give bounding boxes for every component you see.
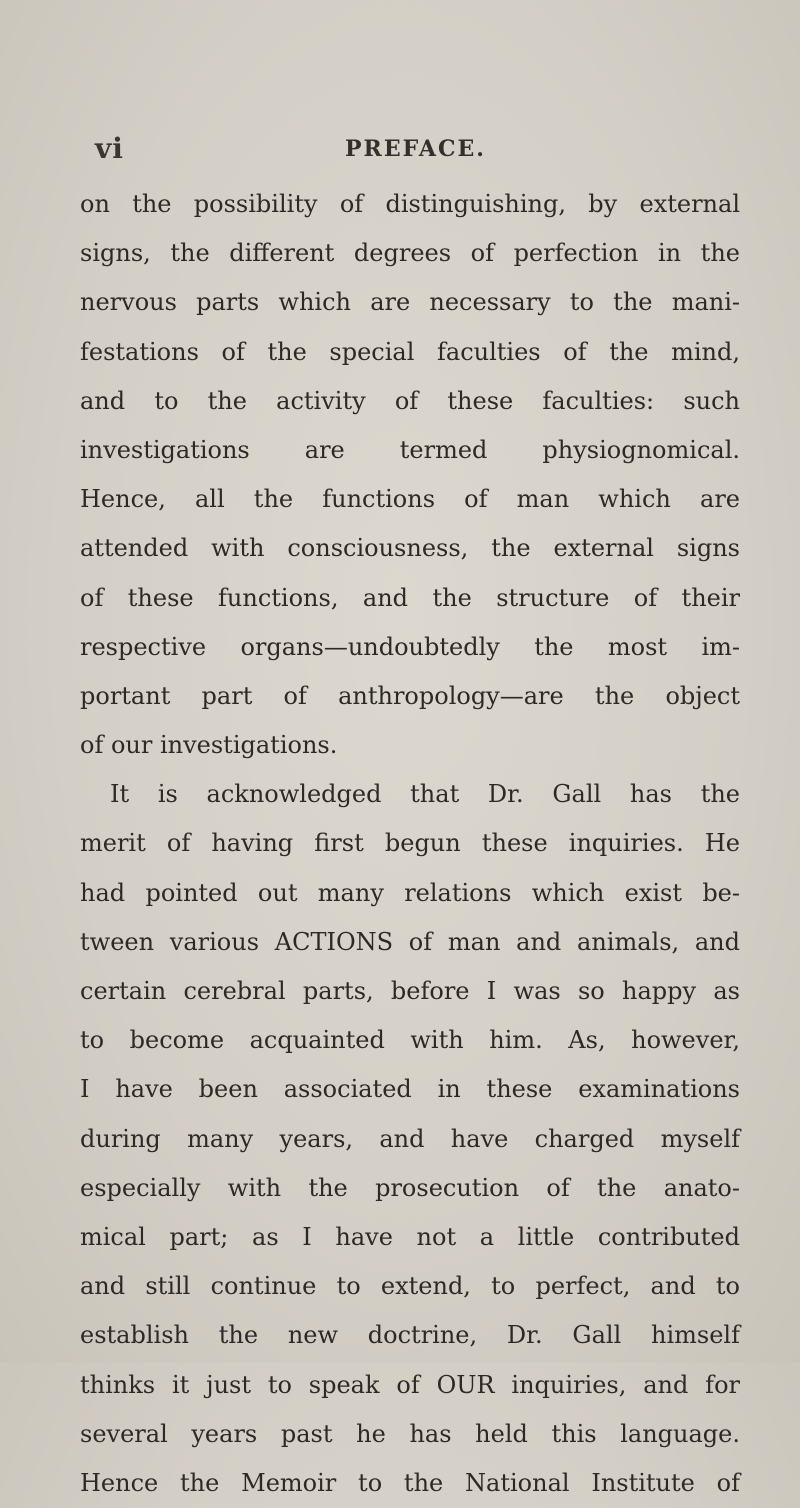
text-line: and to the activity of these faculties: such	[80, 386, 740, 415]
text-line: certain cerebral parts, before I was so happy as	[80, 977, 740, 1005]
text-line: merit of having first begun these inquiries. He	[80, 829, 740, 858]
text-line: nervous parts which are necessary to the mani-	[80, 288, 740, 317]
text-line: tween various ACTIONS of man and animals, and	[80, 927, 740, 956]
text-line: during many years, and have charged myself	[80, 1124, 740, 1153]
text-line: Hence the Memoir to the National Institute of	[80, 1468, 740, 1497]
text-line: and still continue to extend, to perfect, and to	[80, 1272, 740, 1301]
text-line: respective organs—undoubtedly the most im-	[80, 632, 740, 661]
text-line: thinks it just to speak of OUR inquiries, and for	[80, 1370, 740, 1399]
text-line: especially with the prosecution of the anato-	[80, 1173, 740, 1202]
text-line: to become acquainted with him. As, however,	[80, 1026, 740, 1055]
text-line: had pointed out many relations which exist be-	[80, 878, 740, 907]
running-head: PREFACE.	[345, 136, 486, 162]
text-line: of our investigations.	[80, 731, 338, 760]
body-text	[80, 180, 740, 1508]
page-number: vi	[95, 132, 124, 165]
text-line: Hence, all the functions of man which are	[80, 485, 740, 514]
text-line: investigations are termed physiognomical.	[80, 435, 740, 464]
text-line: several years past he has held this language.	[80, 1419, 740, 1448]
text-line: festations of the special faculties of the mind,	[80, 337, 740, 366]
text-line: It is acknowledged that Dr. Gall has the	[110, 780, 740, 809]
text-line: on the possibility of distinguishing, by external	[80, 190, 740, 218]
text-line: signs, the different degrees of perfection in the	[80, 239, 740, 268]
text-line: mical part; as I have not a little contributed	[80, 1222, 740, 1251]
text-line: attended with consciousness, the external signs	[80, 534, 740, 563]
text-line: portant part of anthropology—are the object	[80, 681, 740, 710]
text-line: of these functions, and the structure of their	[80, 583, 740, 612]
text-line: I have been associated in these examinations	[80, 1075, 740, 1104]
text-line: establish the new doctrine, Dr. Gall himself	[80, 1321, 740, 1350]
page-header	[0, 132, 800, 172]
